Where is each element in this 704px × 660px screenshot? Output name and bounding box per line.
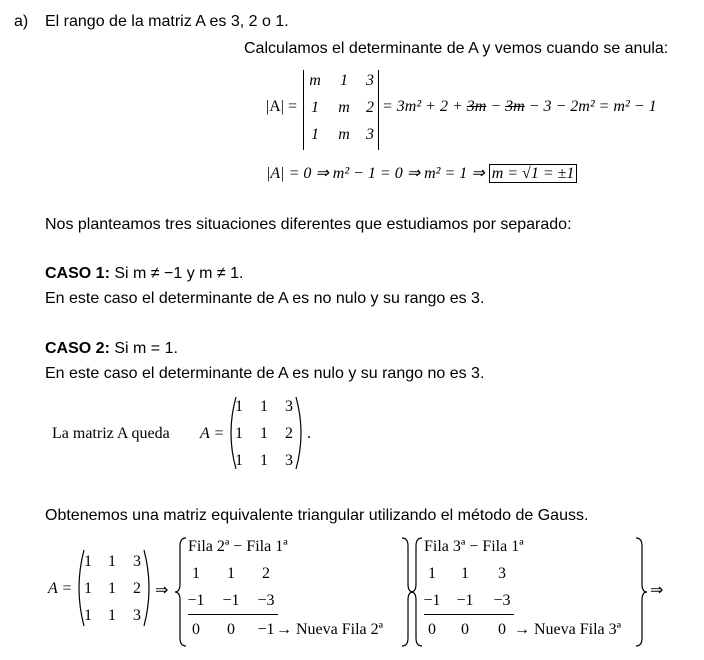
implies-arrow: ⇒ xyxy=(155,582,169,599)
matrix-cell: 1 xyxy=(235,452,243,469)
matrix-cell: 3 xyxy=(285,452,293,469)
caso1-heading xyxy=(45,265,244,283)
part-marker: a) xyxy=(14,13,29,30)
op1-cell: −3 xyxy=(257,592,275,609)
det-cell: m xyxy=(309,72,321,89)
caso2-heading xyxy=(45,340,178,358)
matriz-queda-end: . xyxy=(307,425,311,442)
final-implies-arrow: ⇒ xyxy=(650,582,664,599)
det-cell: 2 xyxy=(366,99,374,116)
op2-result-cell: 0 xyxy=(428,621,436,638)
caso1-condition: Si m ≠ −1 y m ≠ 1. xyxy=(109,265,244,282)
gauss-matrix-cell: 1 xyxy=(84,607,92,624)
op2-result-cell: 0 xyxy=(461,621,469,638)
op2-right-brace xyxy=(634,536,648,648)
op2-result-label: → Nueva Fila 3ª xyxy=(514,621,622,638)
det-zero-chain: |A| = 0 ⇒ m² − 1 = 0 ⇒ m² = 1 ⇒ xyxy=(266,165,485,182)
gauss-matrix-cell: 1 xyxy=(108,580,116,597)
cancelled-term: 3m xyxy=(466,98,487,115)
op1-result-label: → Nueva Fila 2ª xyxy=(276,621,384,638)
op2-cell: −3 xyxy=(493,592,511,609)
gauss-matrix-cell: 1 xyxy=(84,580,92,597)
op1-cell: 2 xyxy=(262,565,270,582)
det-zero-line xyxy=(266,163,577,183)
op2-cell: −1 xyxy=(423,592,441,609)
caso2-text: En este caso el determinante de A es nulo y su rango no es 3. xyxy=(45,365,485,382)
part-statement: El rango de la matriz A es 3, 2 o 1. xyxy=(45,13,289,30)
det-cell: 3 xyxy=(366,126,374,143)
boxed-solution: m = √1 = ±1 xyxy=(489,164,578,183)
matriz-queda-lhs: A = xyxy=(200,425,225,442)
det-cell: 1 xyxy=(311,99,319,116)
op2-cell: −1 xyxy=(456,592,474,609)
gauss-matrix-cell: 1 xyxy=(108,553,116,570)
op1-result-cell: −1 xyxy=(257,621,275,638)
det-cell: 1 xyxy=(311,126,319,143)
gauss-matrix-cell: 2 xyxy=(133,580,141,597)
det-cell: m xyxy=(338,99,350,116)
caso2-condition: Si m = 1. xyxy=(109,340,178,357)
matrix-cell: 3 xyxy=(285,398,293,415)
situations-text: Nos planteamos tres situaciones diferentes que estudiamos por separado: xyxy=(45,216,572,233)
op1-cell: −1 xyxy=(187,592,205,609)
op2-cell: 3 xyxy=(498,565,506,582)
gauss-matrix-cell: 1 xyxy=(84,553,92,570)
gauss-intro: Obtenemos una matriz equivalente triangular utilizando el método de Gauss. xyxy=(45,507,589,524)
op1-title: Fila 2ª − Fila 1ª xyxy=(188,538,288,555)
det-left-bar xyxy=(303,70,304,150)
det-expansion xyxy=(382,98,657,116)
det-expansion-end: − 3 − 2m² = m² − 1 xyxy=(524,98,657,115)
op1-cell: 1 xyxy=(192,565,200,582)
gauss-matrix-cell: 3 xyxy=(133,607,141,624)
matriz-queda-text: La matriz A queda xyxy=(52,425,170,442)
op2-sum-line xyxy=(424,614,514,615)
op2-cell: 1 xyxy=(428,565,436,582)
op2-title: Fila 3ª − Fila 1ª xyxy=(424,538,524,555)
op1-result-cell: 0 xyxy=(192,621,200,638)
matrix-cell: 1 xyxy=(235,425,243,442)
matrix-cell: 1 xyxy=(235,398,243,415)
caso1-label: CASO 1: xyxy=(45,265,110,282)
det-cell: m xyxy=(338,126,350,143)
det-expansion-minus: − xyxy=(486,98,506,115)
op1-sum-line xyxy=(188,614,278,615)
gauss-matrix-cell: 3 xyxy=(133,553,141,570)
matrix-cell: 1 xyxy=(260,452,268,469)
op2-result-cell: 0 xyxy=(498,621,506,638)
det-cell: 1 xyxy=(340,72,348,89)
matrix-cell: 1 xyxy=(260,425,268,442)
gauss-matrix-cell: 1 xyxy=(108,607,116,624)
matrix-cell: 1 xyxy=(260,398,268,415)
gauss-lhs: A = xyxy=(48,580,73,597)
op2-cell: 1 xyxy=(461,565,469,582)
det-lhs: |A| = xyxy=(266,98,297,115)
caso1-text: En este caso el determinante de A es no nulo y su rango es 3. xyxy=(45,290,485,307)
op1-result-cell: 0 xyxy=(227,621,235,638)
det-cell: 3 xyxy=(366,72,374,89)
caso2-label: CASO 2: xyxy=(45,340,110,357)
op1-cell: 1 xyxy=(227,565,235,582)
op1-cell: −1 xyxy=(222,592,240,609)
cancelled-term: 3m xyxy=(505,98,525,115)
det-expansion-start: = 3m² + 2 + xyxy=(382,98,467,115)
matrix-cell: 2 xyxy=(285,425,293,442)
determinant-intro: Calculamos el determinante de A y vemos cuando se anula: xyxy=(244,40,669,57)
